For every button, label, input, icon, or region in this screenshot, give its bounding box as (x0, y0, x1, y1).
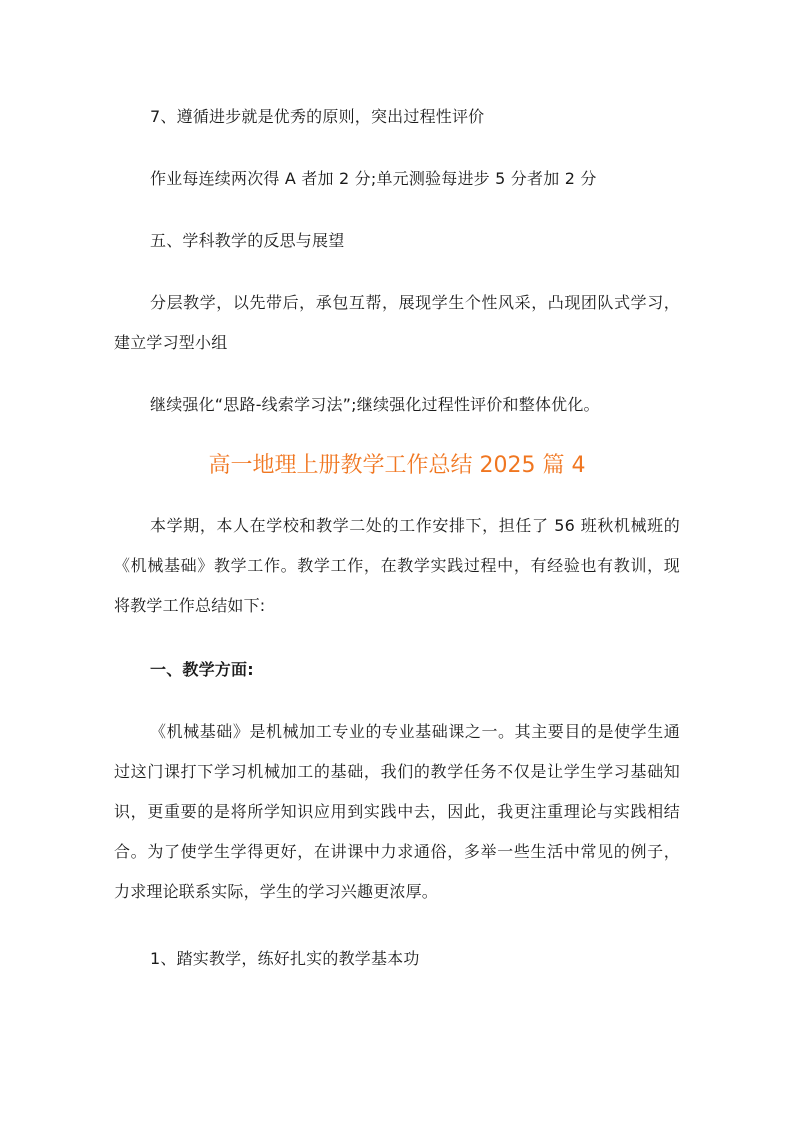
paragraph-layered-teaching: 分层教学，以先带后，承包互帮，展现学生个性风采，凸现团队式学习，建立学习型小组 (114, 293, 680, 352)
paragraph-point-1: 1、踏实教学，练好扎实的教学基本功 (150, 949, 420, 968)
section-heading-reflection: 五、学科教学的反思与展望 (150, 231, 345, 250)
section-heading-teaching: 一、教学方面: (150, 660, 254, 679)
paragraph-homework-bonus: 作业每连续两次得 A 者加 2 分;单元测验每进步 5 分者加 2 分 (150, 169, 597, 188)
paragraph-continue-strengthening: 继续强化“思路-线索学习法”;继续强化过程性评价和整体优化。 (150, 395, 600, 414)
paragraph-intro: 本学期，本人在学校和教学二处的工作安排下，担任了 56 班秋机械班的《机械基础》教学工作。教学工作，在教学实践过程中，有经验也有教训，现将教学工作总结如下: (114, 516, 680, 615)
paragraph-course-description: 《机械基础》是机械加工专业的专业基础课之一。其主要目的是使学生通过这门课打下学习机械加工的基础，我们的教学任务不仅是让学生学习基础知识，更重要的是将所学知识应用到实践中去，因此，我更注重理论与实践相结合。为了使学生学得更好，在讲课中力求通俗，多举一些生活中常见的例子，力求理论联系实际，学生的学习兴趣更浓厚。 (114, 722, 680, 901)
article-title: 高一地理上册教学工作总结 2025 篇 4 (208, 453, 586, 478)
paragraph-point-7: 7、遵循进步就是优秀的原则，突出过程性评价 (150, 107, 485, 126)
